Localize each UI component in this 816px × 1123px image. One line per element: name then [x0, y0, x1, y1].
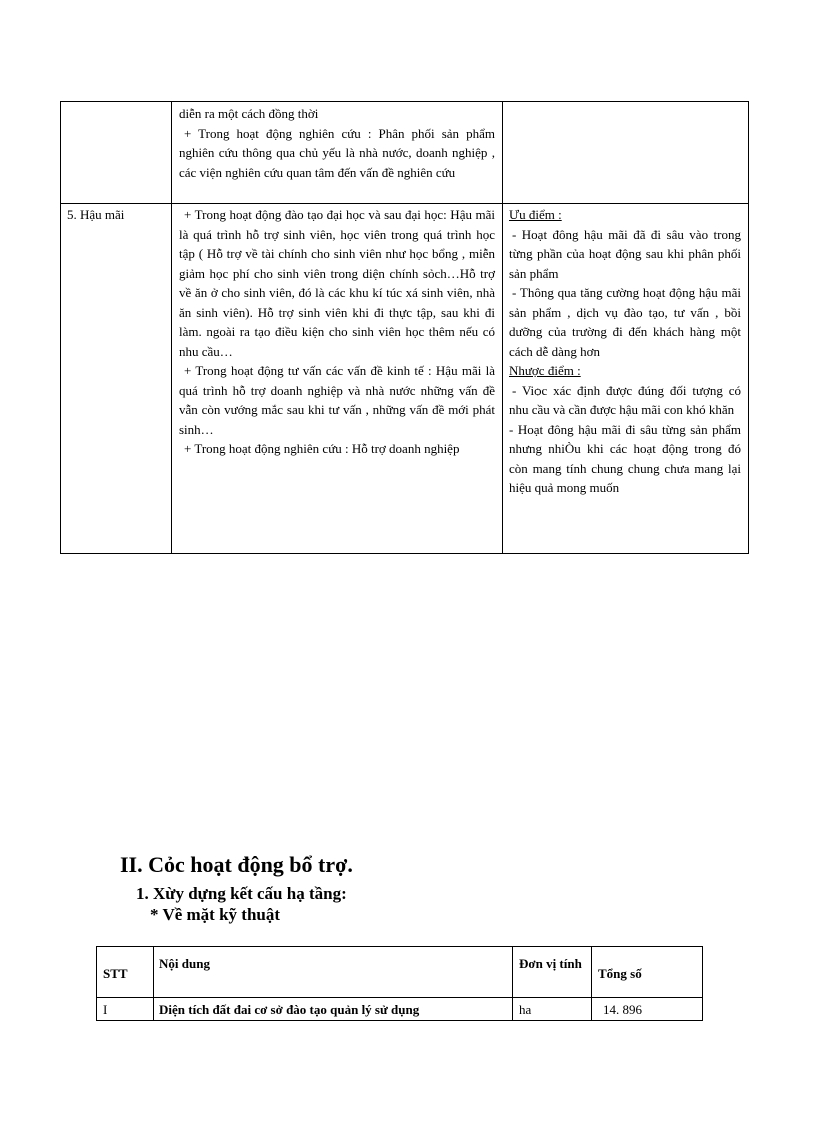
row1-line: + Trong hoạt động nghiên cứu : Phân phối sản phẩm nghiên cứu thông qua chủ yếu là nhà nước, doanh nghiệp , các viện nghiên cứu quan tâm đến vấn đề nghiên cứu: [179, 125, 495, 180]
table-row-divider: [97, 997, 702, 998]
disadvantages-heading: Nhược điểm :: [509, 363, 581, 378]
row2-paragraph: + Trong hoạt động đào tạo đại học và sau đại học: Hậu mãi là quá trình hỗ trợ sinh viên, học viên trong quá trình học tập ( Hỗ trợ về tài chính cho sinh viên như học bổng , miễn giảm học phí cho sinh viên trong diện chính sỏch…Hỗ trợ về ăn ở cho sinh viên, đó là các khu kí túc xá sinh viên, nhà ăn sinh viên). Hỗ trợ sinh viên khi đi thực tập, sau khi đi làm. ngoài ra tạo điều kiện cho sinh viên học thêm nếu có nhu cầu…: [179, 207, 495, 359]
subsection-heading: 1. Xừy dựng kết cấu hạ tầng:: [136, 884, 347, 903]
table-column-divider: [512, 947, 513, 1020]
row1-description-cell: [179, 104, 495, 182]
row2-evaluation-cell: [509, 205, 741, 498]
advantage-item: - Hoạt đông hậu mãi đã đi sâu vào trong từng phần của hoạt động sau khi phân phối sản phẩm: [509, 226, 741, 281]
table-column-divider: [153, 947, 154, 1020]
activity-table: [60, 101, 749, 554]
header-unit: Đơn vị tính: [519, 956, 582, 971]
row-content: Diện tích đất đai cơ sở đào tạo quản lý sử dụng: [159, 1002, 420, 1017]
row2-paragraph: + Trong hoạt động nghiên cứu : Hỗ trợ doanh nghiệp: [184, 441, 460, 456]
section-heading: II. Cỏc hoạt động bổ trợ.: [120, 852, 353, 877]
table-column-divider: [502, 102, 503, 553]
header-content: Nội dung: [159, 956, 210, 971]
table-column-divider: [591, 947, 592, 1020]
row-unit: ha: [519, 1002, 532, 1017]
subsubsection-heading: * Về mặt kỹ thuật: [150, 905, 281, 924]
infrastructure-table: [96, 946, 703, 1021]
disadvantage-item: - Hoạt đông hậu mãi đi sâu từng sản phẩm nhưng nhiÒu khi các hoạt động trong đó còn mang tính chung chung chưa mang lại hiệu quả mong muốn: [509, 421, 741, 495]
disadvantage-item: - Viѻc xác định được đúng đối tượng có nhu cầu và cần được hậu mãi con khó khăn: [509, 382, 741, 417]
advantages-heading: Ưu điểm :: [509, 207, 562, 222]
row2-paragraph: + Trong hoạt động tư vấn các vấn đề kinh tế : Hậu mãi là quá trình hỗ trợ doanh nghiệp và nhà nước những vấn đề vẫn còn vướng mắc sau khi tư vấn , những vấn đề mới phát sinh…: [179, 363, 495, 437]
row2-category-cell: 5. Hậu mãi: [67, 207, 125, 222]
advantage-item: - Thông qua tăng cường hoạt động hậu mãi sản phẩm , dịch vụ đào tạo, tư vấn , bồi dưỡng của trường đi đến khách hàng một cách dễ dàng hơn: [509, 285, 741, 359]
row1-line: diễn ra một cách đồng thời: [179, 106, 319, 121]
header-stt: STT: [103, 966, 128, 981]
row-stt: I: [103, 1002, 108, 1017]
row-total: 14. 896: [603, 1002, 642, 1017]
table-row-divider: [61, 203, 748, 204]
row2-description-cell: [179, 205, 495, 459]
table-column-divider: [171, 102, 172, 553]
header-total: Tổng số: [598, 966, 642, 981]
